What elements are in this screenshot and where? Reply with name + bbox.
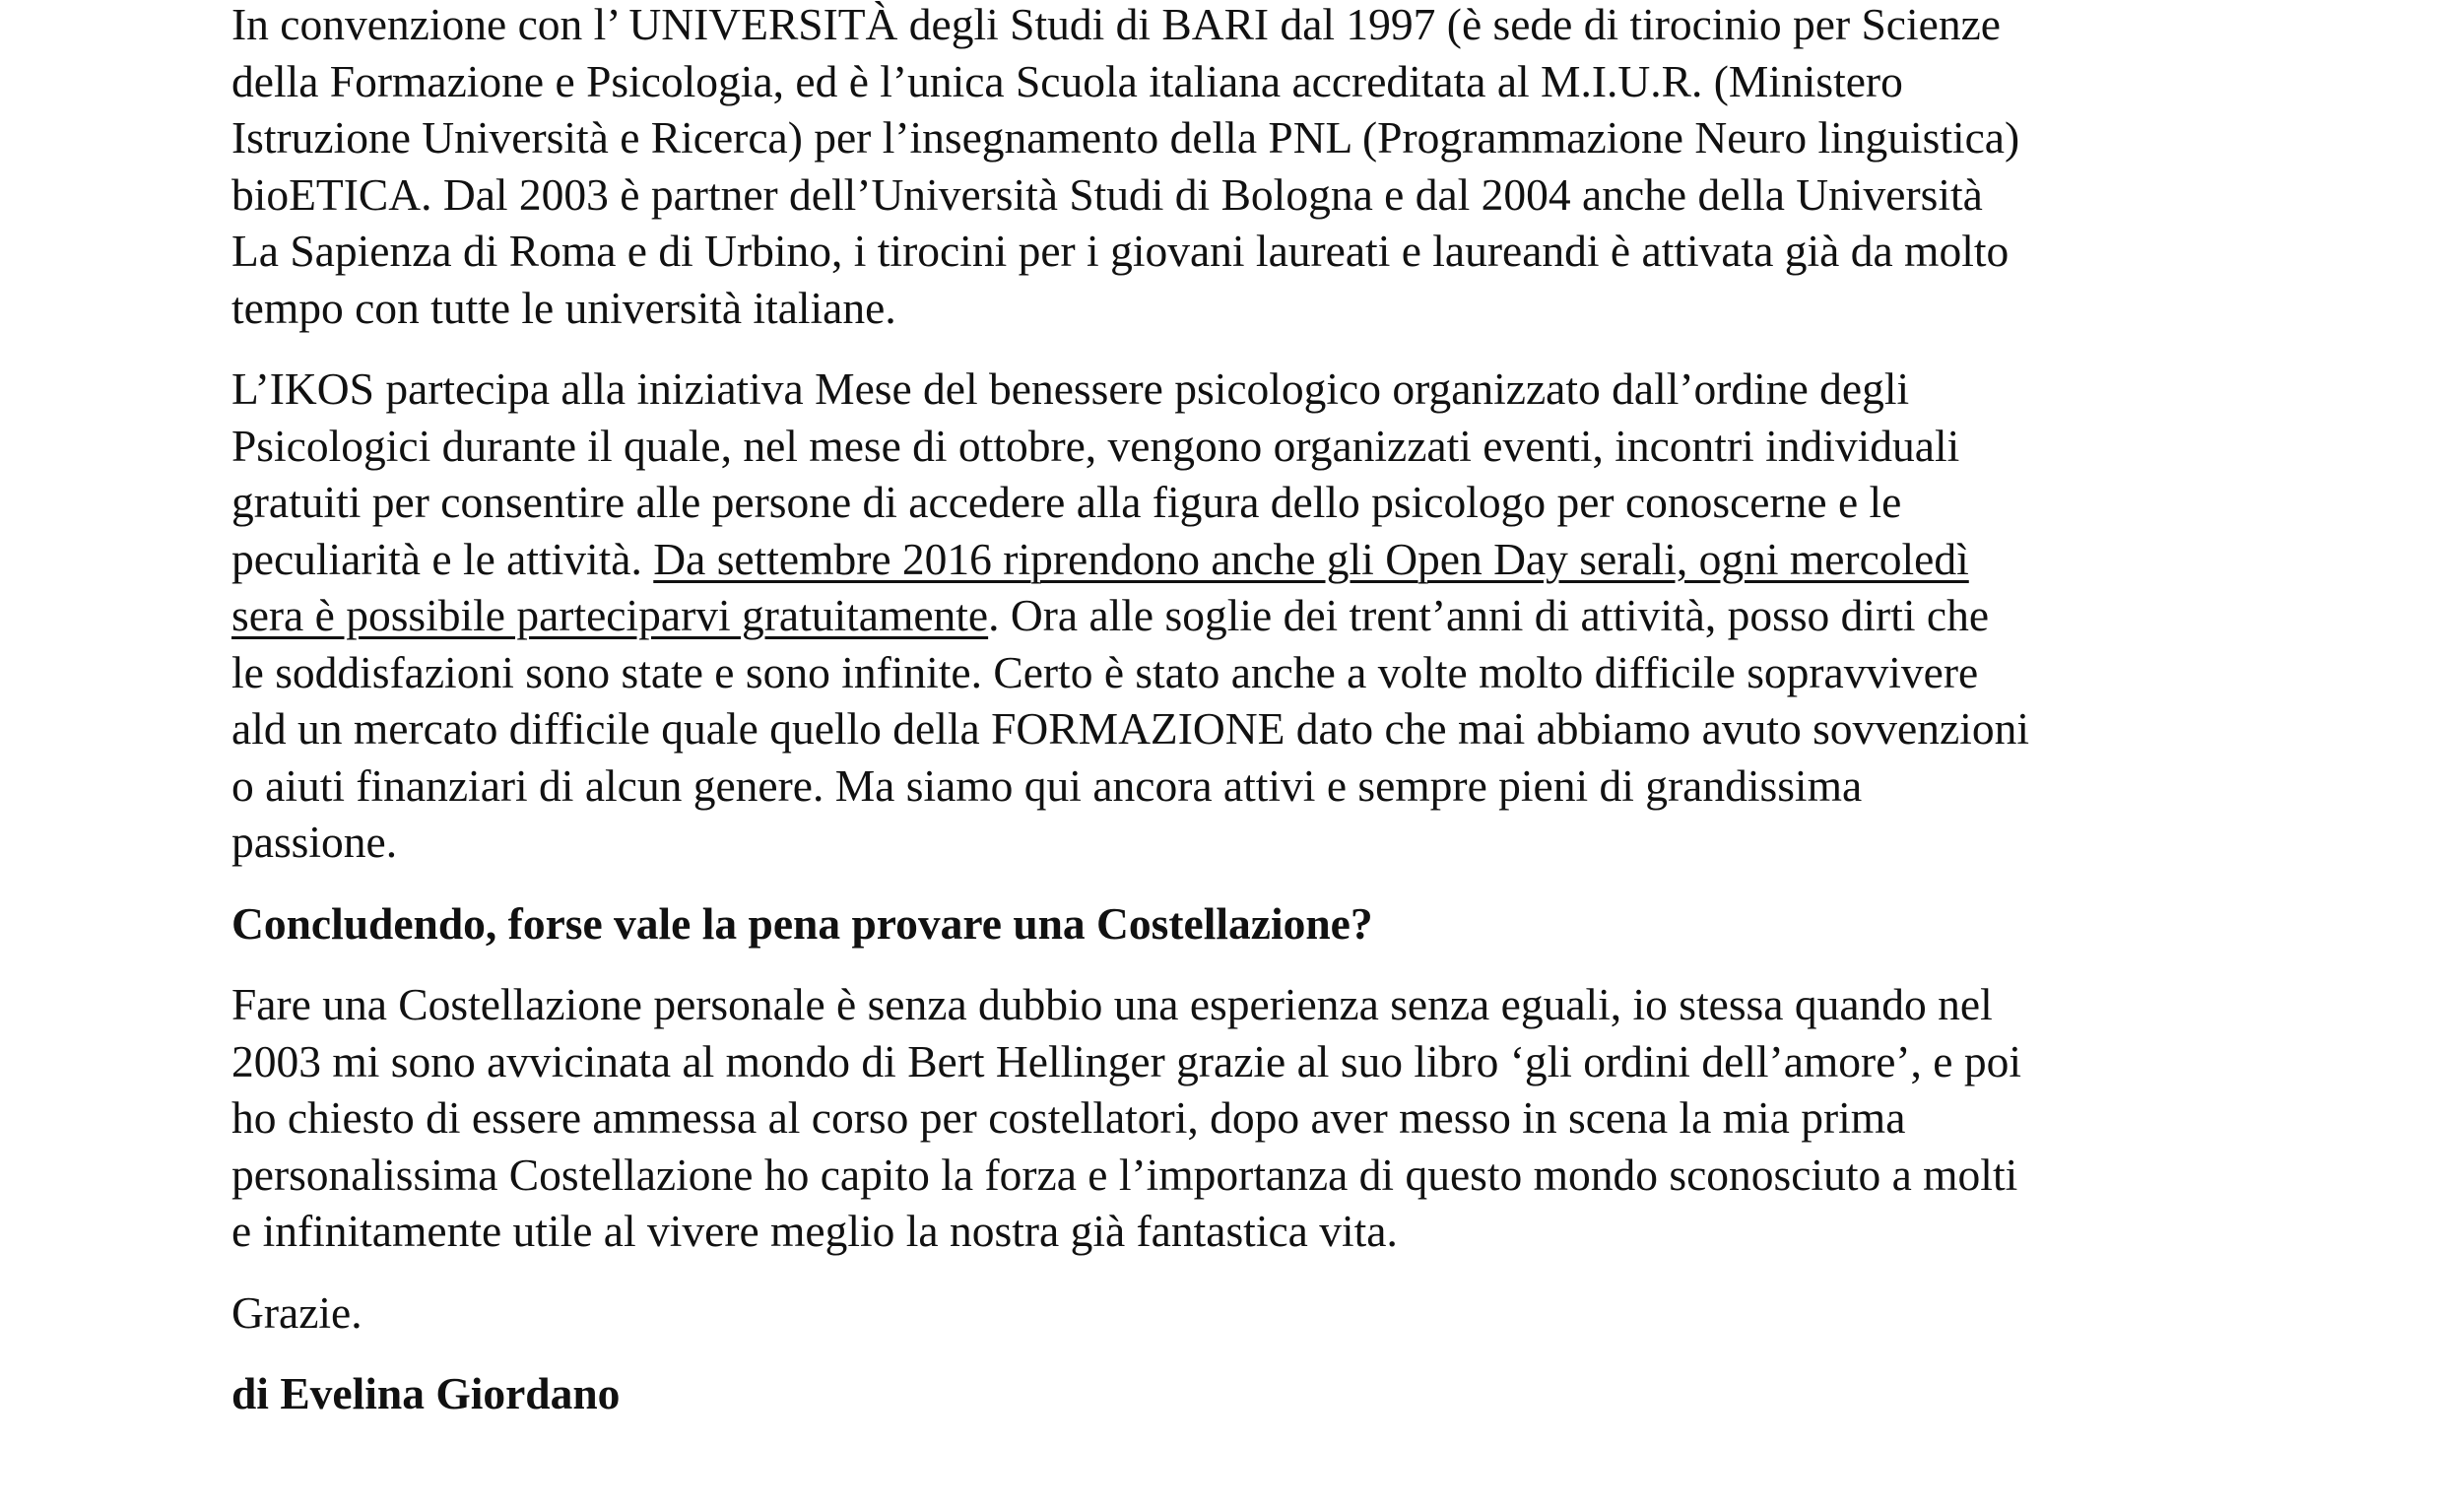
text-line: e infinitamente utile al vivere meglio la nostra già fantastica vita. [231,1206,1398,1256]
open-day-underlined-text: Da settembre 2016 riprendono anche gli Open Day serali, ogni mercoledì [653,533,1969,584]
text-line: L’IKOS partecipa alla iniziativa Mese del benessere psicologico organizzato dall’ordine degli [231,363,1910,414]
text-line: gratuiti per consentire alle persone di accedere alla figura dello psicologo per conoscerne e le [231,477,1902,527]
author-signature: di Evelina Giordano [231,1368,621,1418]
text-line: La Sapienza di Roma e di Urbino, i tirocini per i giovani laureati e laureandi è attivata già da molto [231,226,2010,276]
text-line: le soddisfazioni sono state e sono infinite. Certo è stato anche a volte molto difficile sopravvivere [231,646,1979,697]
text-line: tempo con tutte le università italiane. [231,282,896,333]
paragraph-constellation [231,976,2241,1260]
section-heading: Concludendo, forse vale la pena provare una Costellazione? [231,897,1373,949]
text-line: ho chiesto di essere ammessa al corso per costellatori, dopo aver messo in scena la mia prima [231,1092,1906,1143]
text-line: 2003 mi sono avvicinata al mondo di Bert Hellinger grazie al suo libro ‘gli ordini dell’amore’, e poi [231,1035,2022,1086]
text-line [231,587,2241,644]
paragraph-ikos [231,361,2241,871]
text-line: Psicologici durante il quale, nel mese di ottobre, vengono organizzati eventi, incontri individuali [231,420,1960,471]
text-line: ald un mercato difficile quale quello della FORMAZIONE dato che mai abbiamo avuto sovvenzioni [231,703,2029,754]
text-line: bioETICA. Dal 2003 è partner dell’Università Studi di Bologna e dal 2004 anche della Università [231,168,1983,220]
paragraph-university [231,0,2241,336]
open-day-underlined-text: sera è possibile parteciparvi gratuitamente [231,590,989,640]
text-segment: peculiarità e le attività. [231,533,654,584]
text-line: personalissima Costellazione ho capito la forza e l’importanza di questo mondo sconosciuto a molti [231,1149,2018,1200]
document-page [231,0,2241,1447]
text-line: passione. [231,817,398,867]
text-line: In convenzione con l’ UNIVERSITÀ degli Studi di BARI dal 1997 (è sede di tirocinio per Scienze [231,0,2001,49]
text-segment: . Ora alle soglie dei trent’anni di attività, posso dirti che [988,590,1990,640]
closing-text: Grazie. [231,1286,363,1338]
text-line [231,531,2241,588]
text-line: della Formazione e Psicologia, ed è l’unica Scuola italiana accreditata al M.I.U.R. (Ministero [231,55,1903,106]
text-line: Fare una Costellazione personale è senza dubbio una esperienza senza eguali, io stessa quando nel [231,979,1993,1029]
text-line: o aiuti finanziari di alcun genere. Ma siamo qui ancora attivi e sempre pieni di grandissima [231,759,1863,811]
text-line: Istruzione Università e Ricerca) per l’insegnamento della PNL (Programmazione Neuro linguistica) [231,112,2020,163]
